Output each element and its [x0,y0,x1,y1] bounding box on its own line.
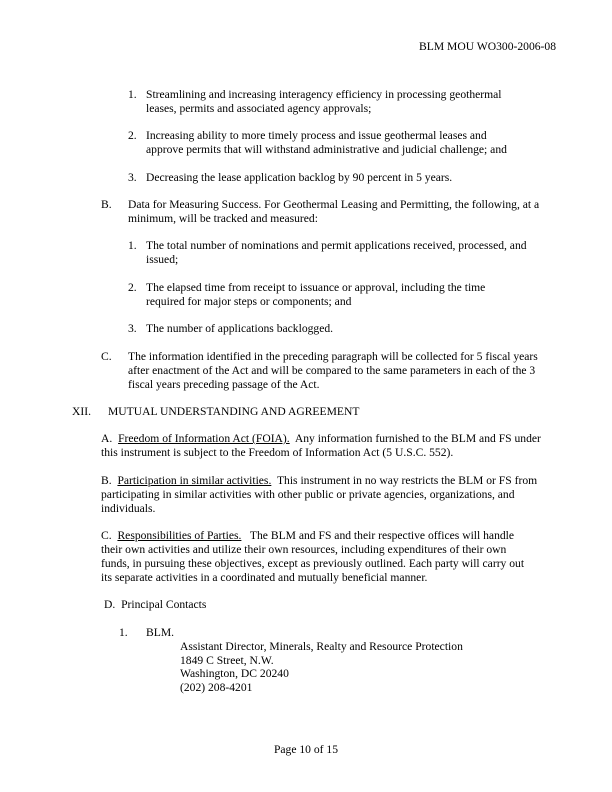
paragraph-participation [101,474,541,516]
list-item-text: The elapsed time from receipt to issuance or approval, including the time required for major steps or components; and [146,281,486,308]
paragraph-foia [101,432,541,460]
para-label: D. [104,598,116,611]
para-text: Any information furnished to the BLM and FS under this instrument is subject to the Freedom of Information Act (5 U.S.C. 552). [101,432,541,459]
document-id: BLM MOU WO300-2006-08 [419,40,556,53]
list-item-text: The total number of nominations and permit applications received, processed, and issued; [146,239,527,266]
list-number: 3. [128,322,137,335]
list-number: 3. [128,171,137,184]
list-number: 1. [128,239,137,252]
para-heading: Responsibilities of Parties. [117,529,242,542]
contact-street: 1849 C Street, N.W. [180,654,274,667]
para-label: A. [101,432,113,445]
para-heading: Principal Contacts [121,598,207,611]
list-item-text: The number of applications backlogged. [146,322,334,335]
para-heading: Freedom of Information Act (FOIA). [118,432,290,445]
contact-org: BLM. [146,626,175,639]
section-numeral: XII. [72,405,91,418]
section-letter: C. [101,350,112,363]
section-c-text: The information identified in the preceding paragraph will be collected for 5 fiscal years after enactment of the Act and will be compared to the same parameters in each of the 3 fiscal years preceding passage of the Act. [128,350,538,391]
section-letter: B. [101,198,112,211]
list-item-text: Streamlining and increasing interagency efficiency in processing geothermal leases, permits and associated agency approvals; [146,88,502,115]
contact-phone: (202) 208-4201 [180,681,253,694]
list-item-text: Decreasing the lease application backlog by 90 percent in 5 years. [146,171,453,184]
paragraph-responsibilities [101,529,533,585]
list-number: 2. [128,281,137,294]
list-number: 2. [128,129,137,142]
para-label: B. [101,474,112,487]
para-heading: Participation in similar activities. [117,474,272,487]
page-number: Page 10 of 15 [273,743,339,756]
contact-title: Assistant Director, Minerals, Realty and Resource Protection [180,640,463,653]
para-text: This instrument in no way restricts the BLM or FS from participating in similar activities with other public or private agencies, organizations, and individuals. [101,474,538,515]
contact-number: 1. [119,626,128,639]
para-text: The BLM and FS and their respective offices will handle their own activities and utilize their own resources, including expenditures of their own funds, in pursuing these objectives, except as previously outlined. Each party will carry out its separate activities in a coordinated and mutually beneficial manner. [101,529,525,584]
section-b-text: Data for Measuring Success. For Geothermal Leasing and Permitting, the following, at a minimum, will be tracked and measured: [128,198,540,225]
list-number: 1. [128,88,137,101]
para-label: C. [101,529,112,542]
contact-city: Washington, DC 20240 [180,667,289,680]
paragraph-principal-contacts [104,598,206,612]
list-item-text: Increasing ability to more timely process and issue geothermal leases and approve permits that will withstand administrative and judicial challenge; and [146,129,507,156]
section-title: MUTUAL UNDERSTANDING AND AGREEMENT [108,405,360,418]
